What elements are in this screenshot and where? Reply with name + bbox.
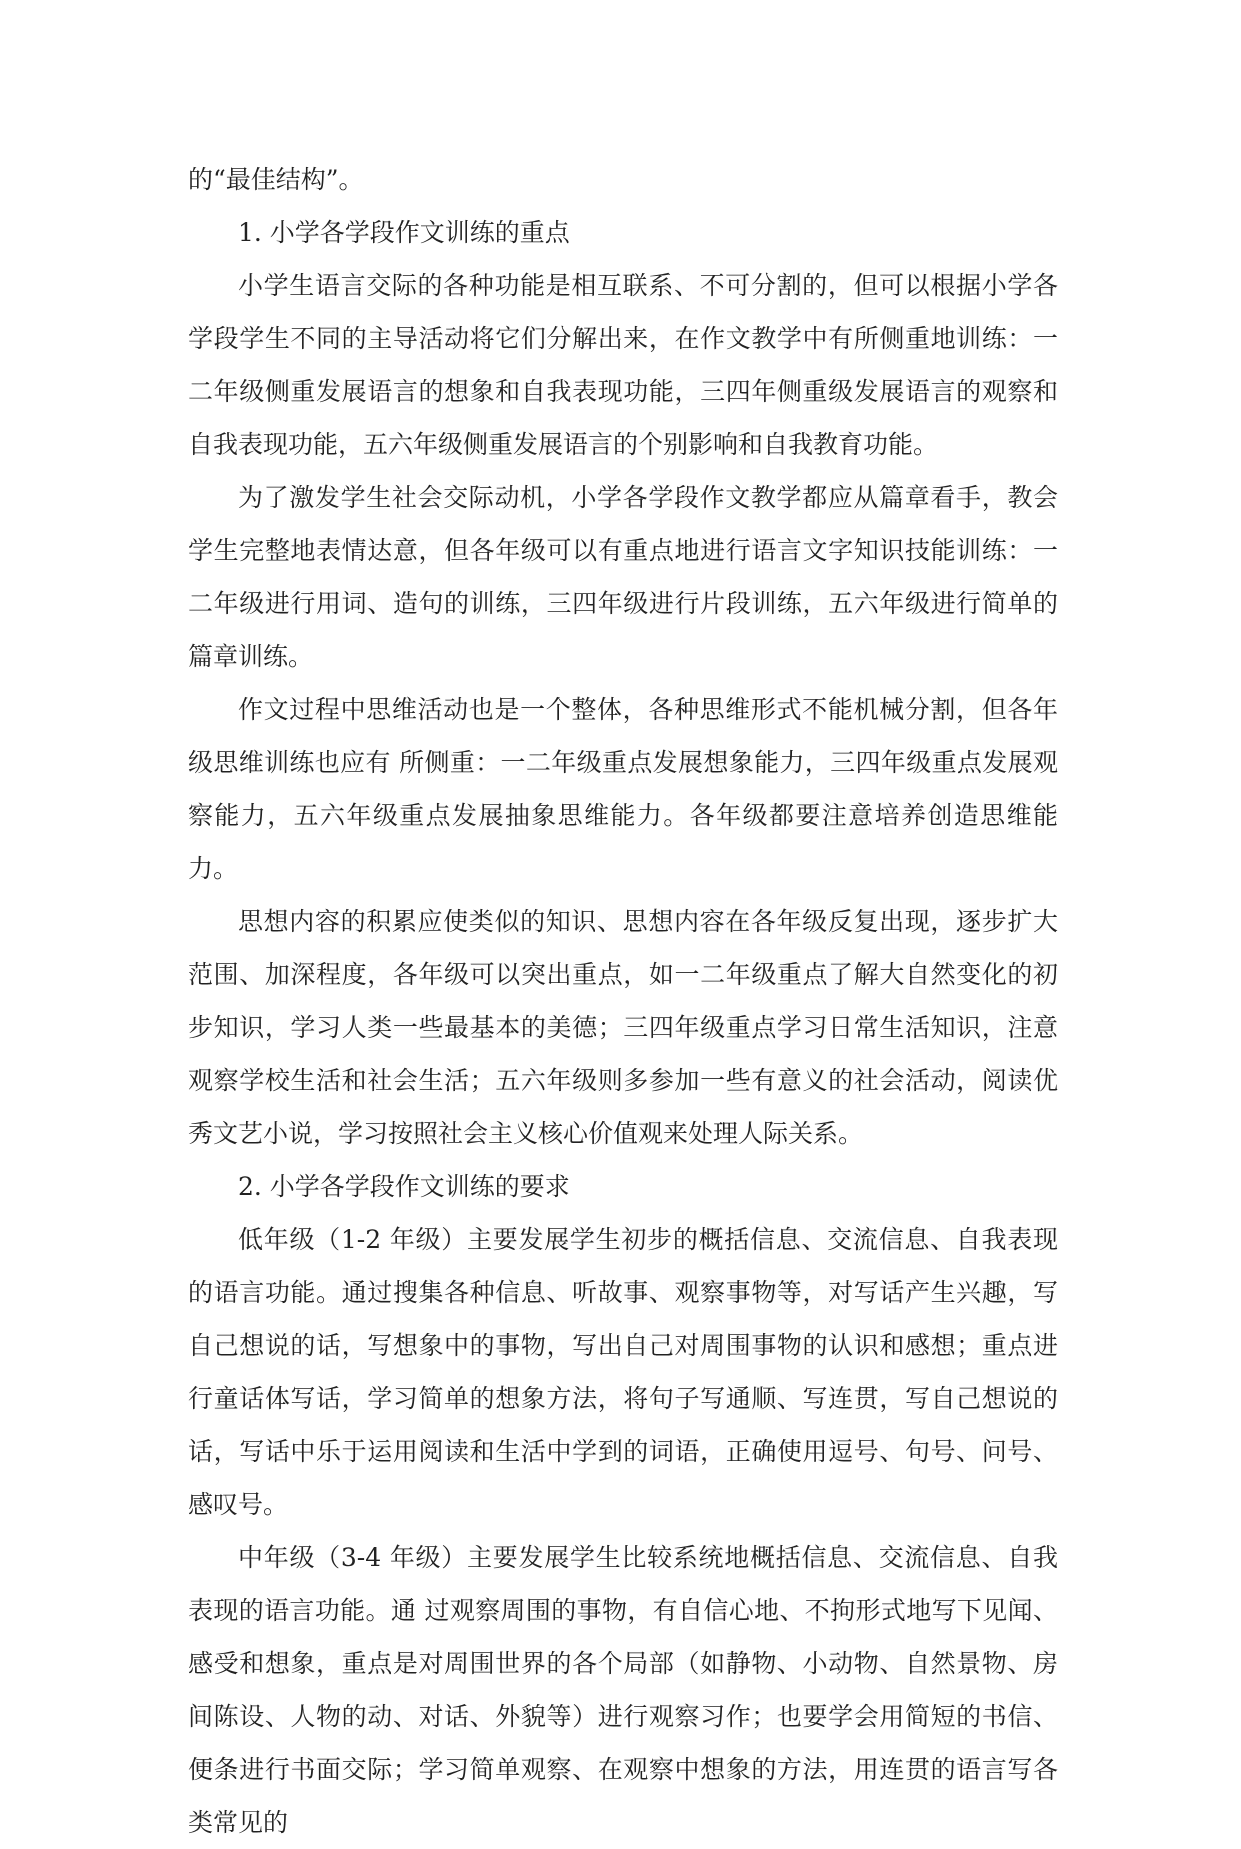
paragraph-continuation: 的“最佳结构”。 [188,165,364,194]
paragraph-middle-grades: 中年级（3-4 年级）主要发展学生比较系统地概括信息、交流信息、自我表现的语言功能。通 过观察周围的事物，有自信心地、不拘形式地写下见闻、感受和想象，重点是对周围世界的各个局部（如静物、小动物、自然景物、房间陈设、人物的动、对话、外貌等）进行观察习作；也要学会用简短的书信、便条进行书面交际；学习简单观察、在观察中想象的方法，用连贯的语言写各类常见的 [188,1543,1058,1837]
document-body [188,153,1058,1849]
paragraph-motivation: 为了激发学生社会交际动机，小学各学段作文教学都应从篇章看手，教会学生完整地表情达意，但各年级可以有重点地进行语言文字知识技能训练：一二年级进行用词、造句的训练，三四年级进行片段训练，五六年级进行简单的篇章训练。 [188,483,1058,671]
paragraph-thinking: 作文过程中思维活动也是一个整体，各种思维形式不能机械分割，但各年级思维训练也应有 所侧重：一二年级重点发展想象能力，三四年级重点发展观察能力，五六年级重点发展抽象思维能力。各年级都要注意培养创造思维能力。 [188,695,1058,883]
paragraph-lower-grades: 低年级（1-2 年级）主要发展学生初步的概括信息、交流信息、自我表现的语言功能。通过搜集各种信息、听故事、观察事物等，对写话产生兴趣，写自己想说的话，写想象中的事物，写出自己对周围事物的认识和感想；重点进行童话体写话，学习简单的想象方法，将句子写通顺、写连贯，写自己想说的话，写话中乐于运用阅读和生活中学到的词语，正确使用逗号、句号、问号、感叹号。 [188,1225,1058,1519]
section-heading-1: 1. 小学各学段作文训练的重点 [238,218,570,247]
paragraph-functions: 小学生语言交际的各种功能是相互联系、不可分割的，但可以根据小学各学段学生不同的主导活动将它们分解出来，在作文教学中有所侧重地训练：一二年级侧重发展语言的想象和自我表现功能，三四年侧重级发展语言的观察和自我表现功能，五六年级侧重发展语言的个别影响和自我教育功能。 [188,271,1058,459]
section-heading-2: 2. 小学各学段作文训练的要求 [238,1172,570,1201]
paragraph-content: 思想内容的积累应使类似的知识、思想内容在各年级反复出现，逐步扩大范围、加深程度，各年级可以突出重点，如一二年级重点了解大自然变化的初步知识，学习人类一些最基本的美德；三四年级重点学习日常生活知识，注意观察学校生活和社会生活；五六年级则多参加一些有意义的社会活动，阅读优秀文艺小说，学习按照社会主义核心价值观来处理人际关系。 [188,907,1058,1148]
